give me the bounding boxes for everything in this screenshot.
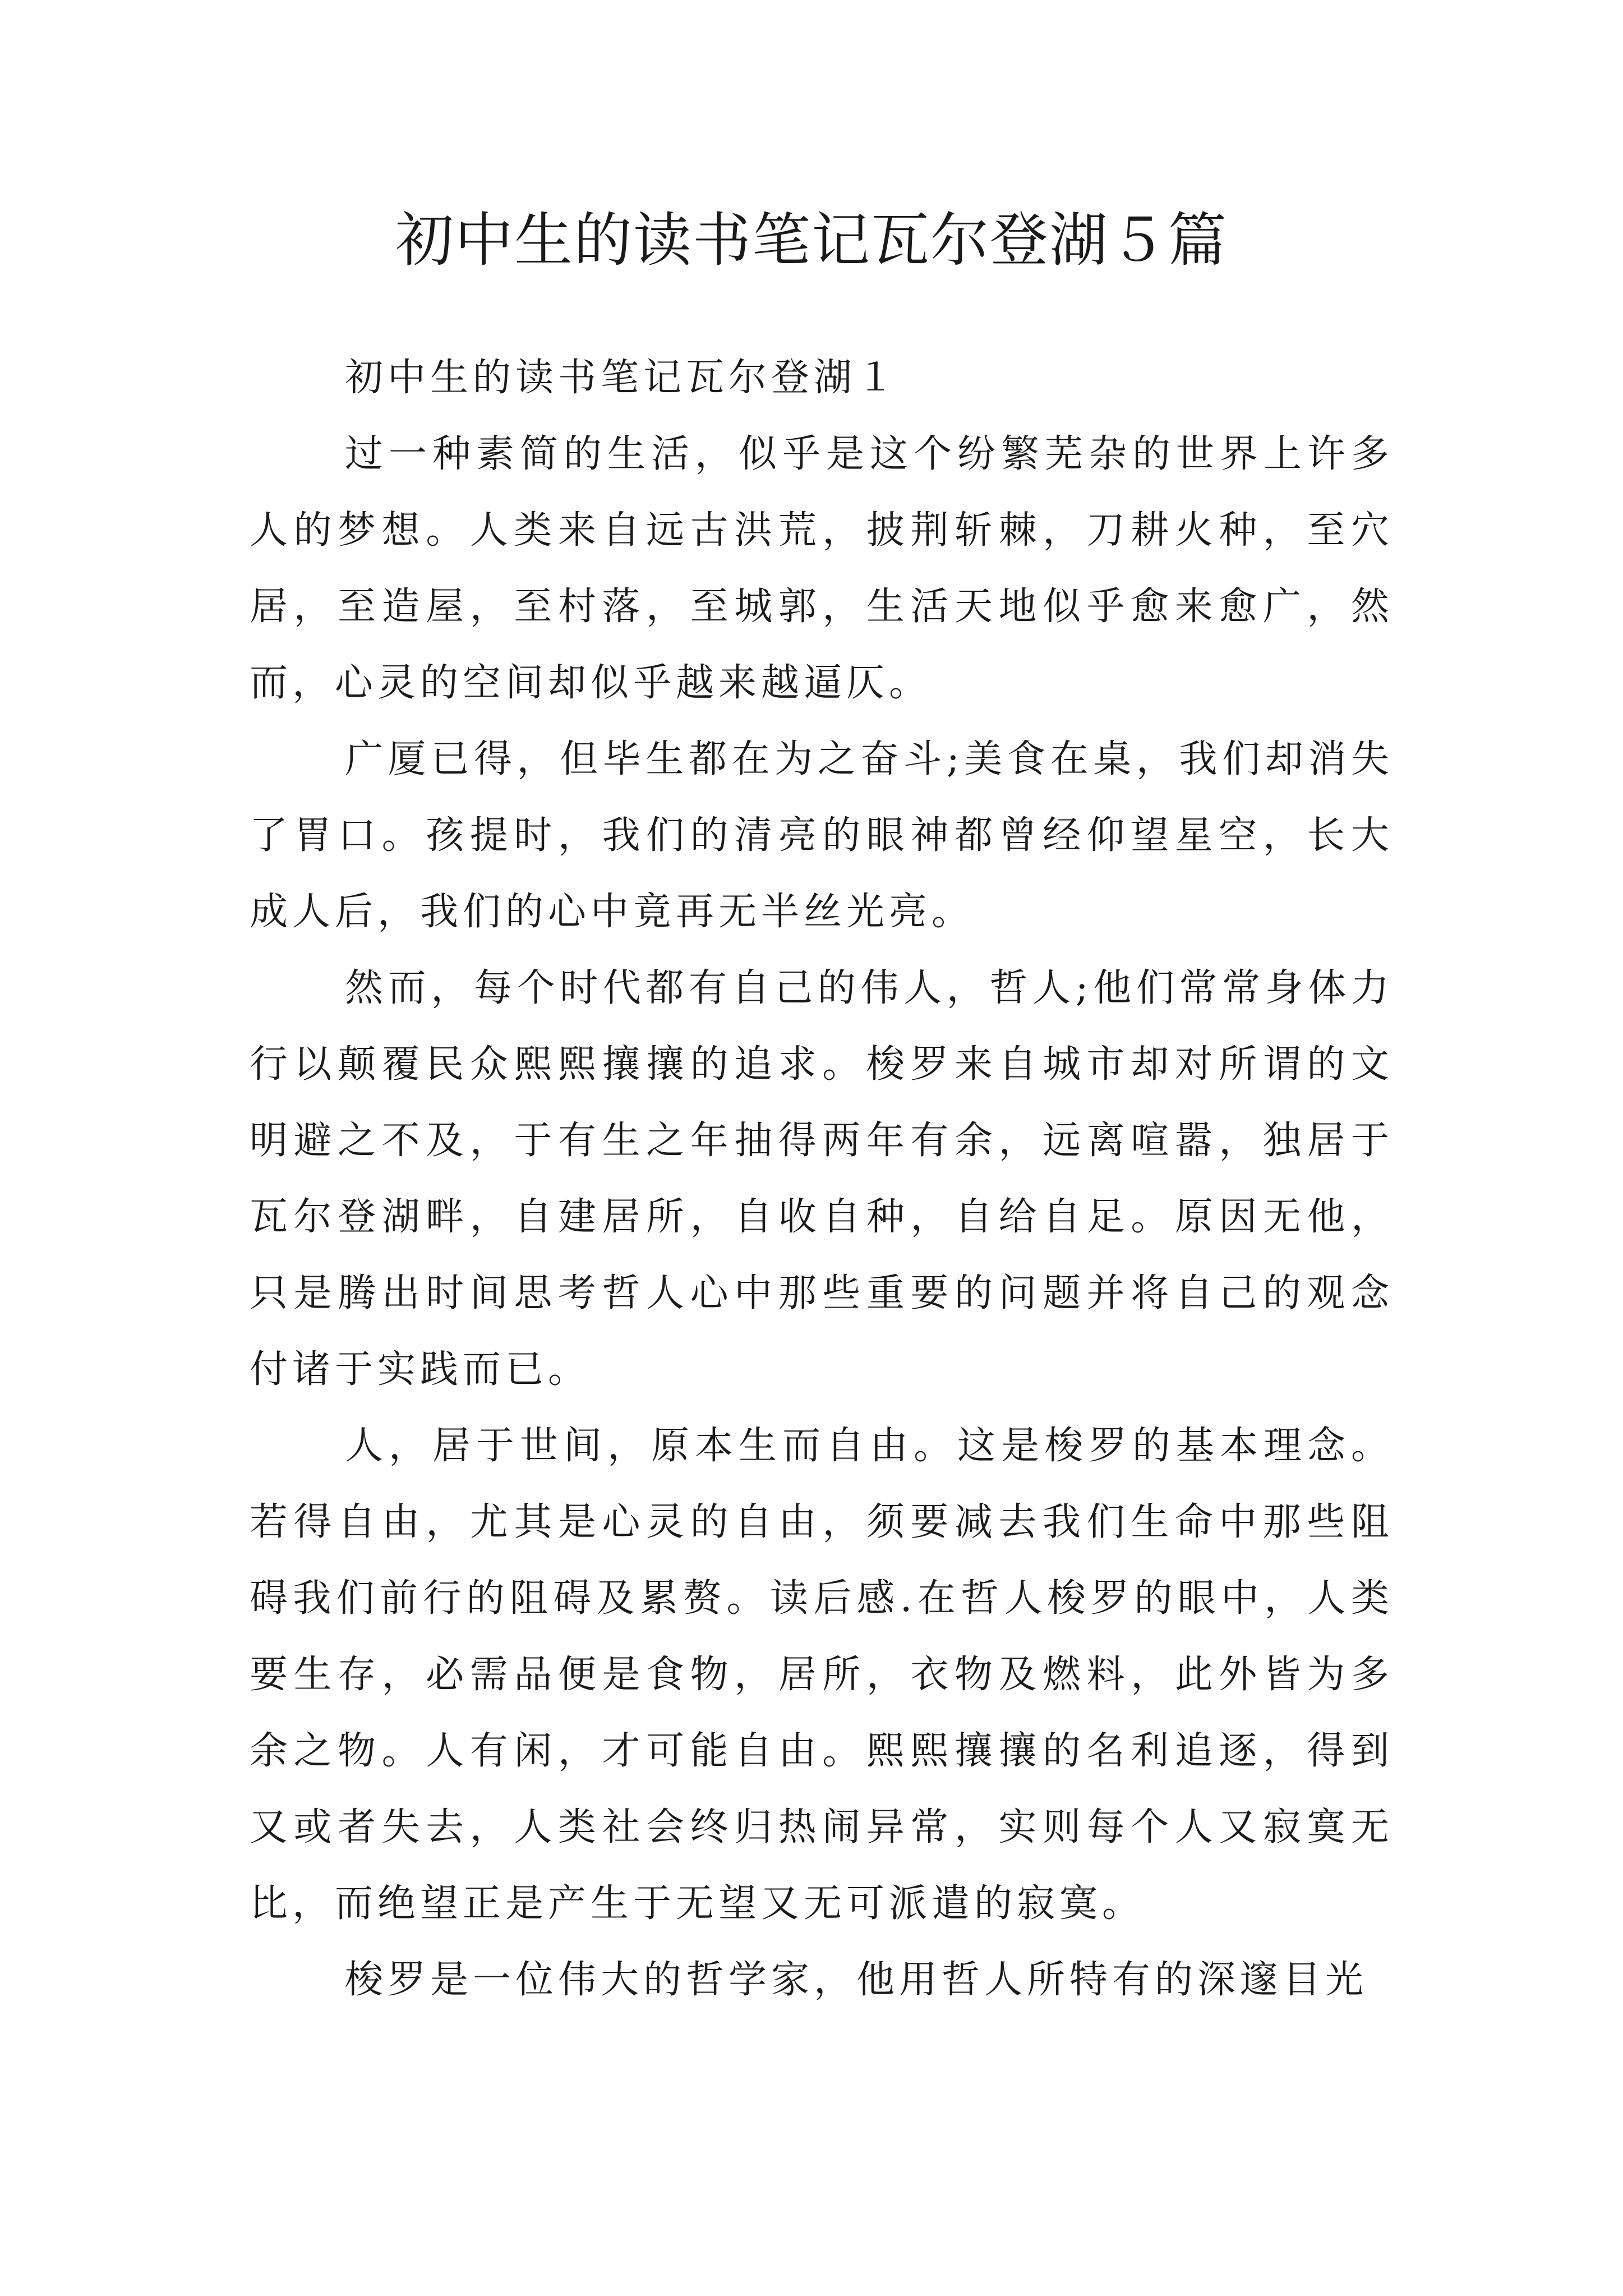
paragraph: 然而，每个时代都有自己的伟人，哲人;他们常常身体力行以颠覆民众熙熙攘攘的追求。梭罗来自城市却对所谓的文明避之不及，于有生之年抽得两年有余，远离喧嚣，独居于瓦尔登湖畔，自建居所，自收自种，自给自足。原因无他，只是腾出时间思考哲人心中那些重要的问题并将自己的观念付诸于实践而已。 xyxy=(250,966,1394,1392)
paragraph: 过一种素简的生活，似乎是这个纷繁芜杂的世界上许多人的梦想。人类来自远古洪荒，披荆斩棘，刀耕火种，至穴居，至造屋，至村落，至城郭，生活天地似乎愈来愈广，然而，心灵的空间却似乎越来越逼仄。 xyxy=(250,432,1394,705)
paragraph: 人，居于世间，原本生而自由。这是梭罗的基本理念。若得自由，尤其是心灵的自由，须要减去我们生命中那些阻碍我们前行的阻碍及累赘。读后感.在哲人梭罗的眼中，人类要生存，必需品便是食物，居所，衣物及燃料，此外皆为多余之物。人有闲，才可能自由。熙熙攘攘的名利追逐，得到又或者失去，人类社会终归热闹异常，实则每个人又寂寞无比，而绝望正是产生于无望又无可派遣的寂寞。 xyxy=(250,1424,1394,1926)
paragraph: 梭罗是一位伟大的哲学家，他用哲人所特有的深邃目光 xyxy=(345,1958,1368,2002)
paragraph: 广厦已得，但毕生都在为之奋斗;美食在桌，我们却消失了胃口。孩提时，我们的清亮的眼神都曾经仰望星空，长大成人后，我们的心中竟再无半丝光亮。 xyxy=(250,737,1394,934)
document-body xyxy=(250,340,1394,2018)
document-title: 初中生的读书笔记瓦尔登湖５篇 xyxy=(395,206,1228,274)
section-heading: 初中生的读书笔记瓦尔登湖１ xyxy=(345,356,900,400)
